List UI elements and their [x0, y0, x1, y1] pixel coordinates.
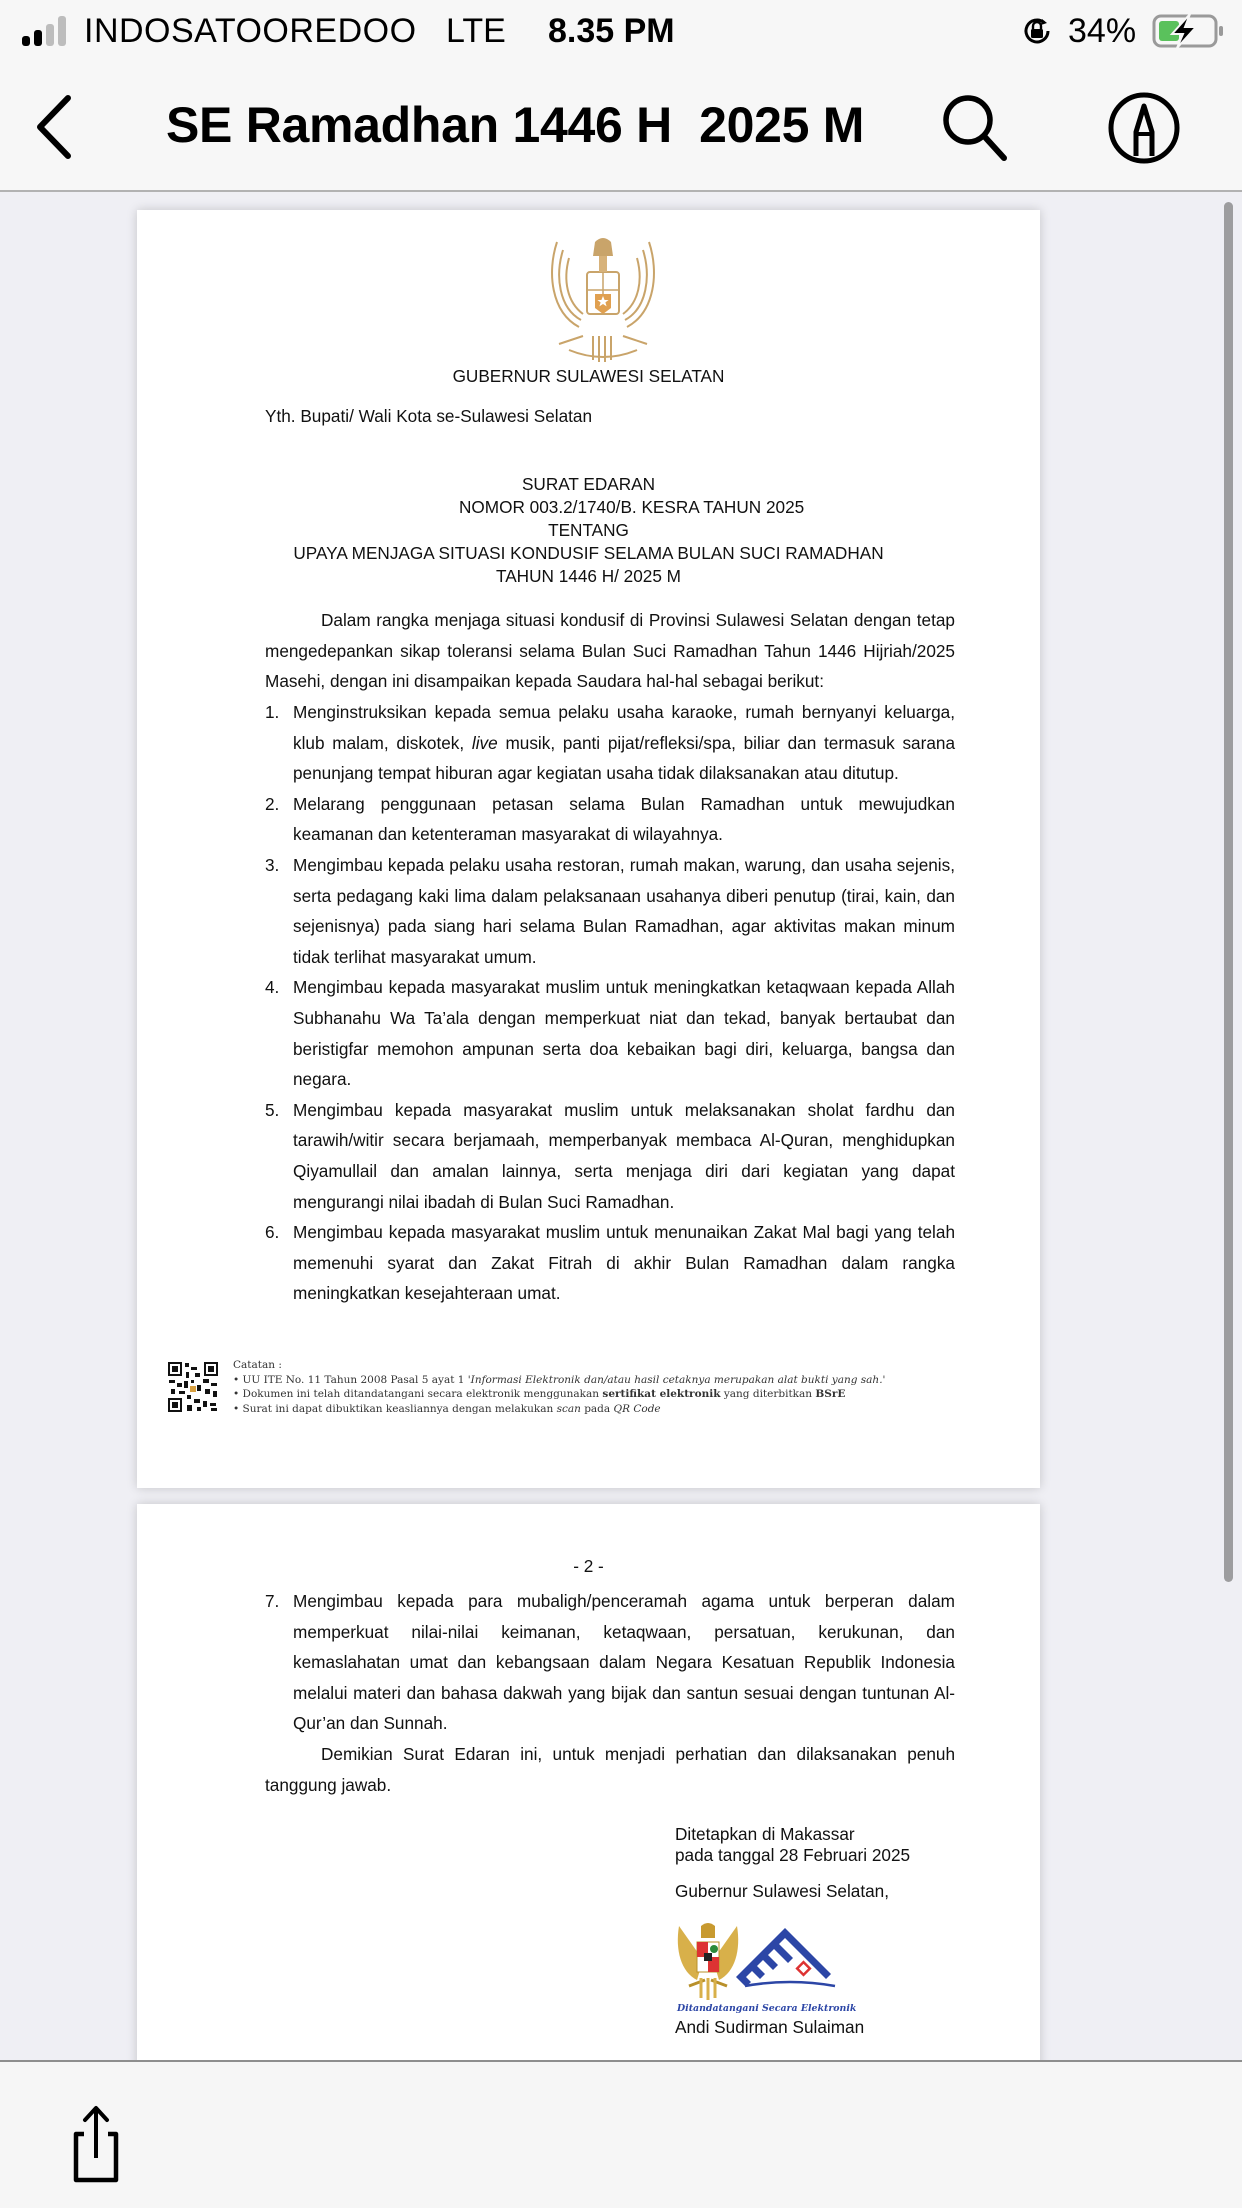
letter-subject-line-1: UPAYA MENJAGA SITUASI KONDUSIF SELAMA BULAN SUCI RAMADHAN	[293, 543, 884, 563]
electronic-signature-logos	[675, 1920, 855, 2006]
instruction-list-continued	[265, 1586, 955, 1739]
signature-place: Ditetapkan di Makassar	[675, 1824, 855, 1844]
document-page-2	[137, 1504, 1040, 2060]
instruction-list	[265, 697, 955, 1309]
list-item: 2. Melarang penggunaan petasan selama Bulan Ramadhan untuk mewujudkan keamanan dan ketenteraman masyarakat di wilayahnya.	[265, 793, 955, 845]
list-item: 4. Mengimbau kepada masyarakat muslim untuk meningkatkan ketaqwaan kepada Allah Subhanahu Wa Ta’ala dengan memperkuat niat dan tekad, banyak bertaubat dan beristigfar memohon ampunan serta doa kebaikan bagi diri, keluarga, bangsa dan negara.	[265, 977, 955, 1090]
list-item: 5. Mengimbau kepada masyarakat muslim untuk melaksanakan sholat fardhu dan tarawih/witir secara berjamaah, memperbanyak membaca Al-Quran, menghidupkan Qiyamullail dan amalan lainnya, serta menjaga diri dari kegiatan yang dapat mengurangi nilai ibadah di Bulan Suci Ramadhan.	[265, 1099, 955, 1212]
signature-position: Gubernur Sulawesi Selatan,	[675, 1881, 890, 1901]
list-item: 3. Mengimbau kepada pelaku usaha restoran, rumah makan, warung, dan usaha sejenis, serta pedagang kaki lima dalam pelaksanaan usahanya diberi penutup (tirai, kain, dan sejenisnya) pada siang hari selama Bulan Ramadhan, agar aktivitas makan minum tidak terlihat masyarakat umum.	[265, 854, 955, 967]
signature-date: pada tanggal 28 Februari 2025	[675, 1845, 911, 1865]
pdf-viewer[interactable]	[0, 192, 1242, 2060]
list-item: 1. Menginstruksikan kepada semua pelaku usaha karaoke, rumah bernyanyi keluarga, klub malam, diskotek, live musik, panti pijat/refleksi/spa, biliar dan termasuk sarana penunjang tempat hiburan agar kegiatan usaha tidak dilaksanakan atau ditutup.	[265, 702, 956, 784]
battery-percent: 34%	[1068, 12, 1137, 50]
signatory-name: Andi Sudirman Sulaiman	[675, 2017, 865, 2037]
vertical-scrollbar[interactable]	[1224, 202, 1233, 1582]
search-icon[interactable]	[938, 90, 1010, 162]
status-time: 8.35 PM	[548, 12, 675, 50]
network-type: LTE	[446, 12, 506, 50]
back-chevron-icon[interactable]	[30, 92, 80, 162]
bottom-toolbar	[0, 2060, 1242, 2208]
battery-charging-icon	[1152, 14, 1224, 48]
notes-text: Catatan : • UU ITE No. 11 Tahun 2008 Pasal 5 ayat 1 'Informasi Elektronik dan/atau hasil cetaknya merupakan alat bukti yang sah.' • Dokumen ini telah ditandatangani secara elektronik menggunakan sertifikat elektronik yang diterbitkan BSrE • Surat ini dapat dibuktikan keasliannya dengan melakukan scan pada QR Code	[233, 1359, 886, 1415]
list-item: 6. Mengimbau kepada masyarakat muslim untuk menunaikan Zakat Mal bagi yang telah memenuhi syarat dan Zakat Fitrah di akhir Bulan Ramadhan dalam rangka meningkatkan kesejahteraan umat.	[265, 1222, 955, 1304]
letter-type: SURAT EDARAN	[521, 474, 656, 494]
garuda-emblem-icon	[678, 1923, 738, 2000]
document-title: SE Ramadhan 1446 H 2025 M	[166, 97, 865, 153]
document-page-1	[137, 210, 1040, 1488]
share-icon[interactable]	[64, 2104, 128, 2184]
issuer-heading: GUBERNUR SULAWESI SELATAN	[452, 366, 725, 386]
closing-paragraph: Demikian Surat Edaran ini, untuk menjadi perhatian dan dilaksanakan penuh tanggung jawab.	[265, 1744, 955, 1795]
letter-about: TENTANG	[548, 520, 629, 540]
page-number: - 2 -	[573, 1556, 604, 1576]
letter-number: NOMOR 003.2/1740/B. KESRA TAHUN 2025	[459, 497, 805, 517]
intro-paragraph: Dalam rangka menjaga situasi kondusif di Provinsi Sulawesi Selatan dengan tetap mengedepankan sikap toleransi selama Bulan Suci Ramadhan Tahun 1446 Hijriah/2025 Masehi, dengan ini disampaikan kepada Saudara hal-hal sebagai berikut:	[265, 610, 955, 692]
status-bar	[0, 0, 1242, 62]
qr-code-icon	[167, 1361, 219, 1413]
electronic-signature-note	[167, 1358, 1017, 1418]
bsre-logo-icon	[736, 1928, 835, 1987]
list-item: 7. Mengimbau kepada para mubaligh/penceramah agama untuk berperan dalam memperkuat nilai-nilai keimanan, ketaqwaan, persatuan, kerukunan, dan kemaslahatan umat dan kebangsaan dalam Negara Kesatuan Republik Indonesia melalui materi dan bahasa dakwah yang bijak dan santun sesuai dengan tuntunan Al-Qur’an dan Sunnah.	[265, 1591, 955, 1734]
signature-caption: Ditandatangani Secara Elektronik	[677, 2003, 857, 2014]
markup-pen-icon[interactable]	[1106, 90, 1182, 166]
garuda-emblem-icon	[539, 232, 667, 366]
rotation-lock-icon	[1020, 14, 1054, 48]
carrier-name: INDOSATOOREDOO	[84, 12, 417, 50]
recipient-line: Yth. Bupati/ Wali Kota se-Sulawesi Selatan	[265, 406, 593, 426]
navigation-bar	[0, 62, 1242, 192]
signal-icon	[22, 16, 70, 46]
letter-subject-line-2: TAHUN 1446 H/ 2025 M	[496, 566, 681, 586]
